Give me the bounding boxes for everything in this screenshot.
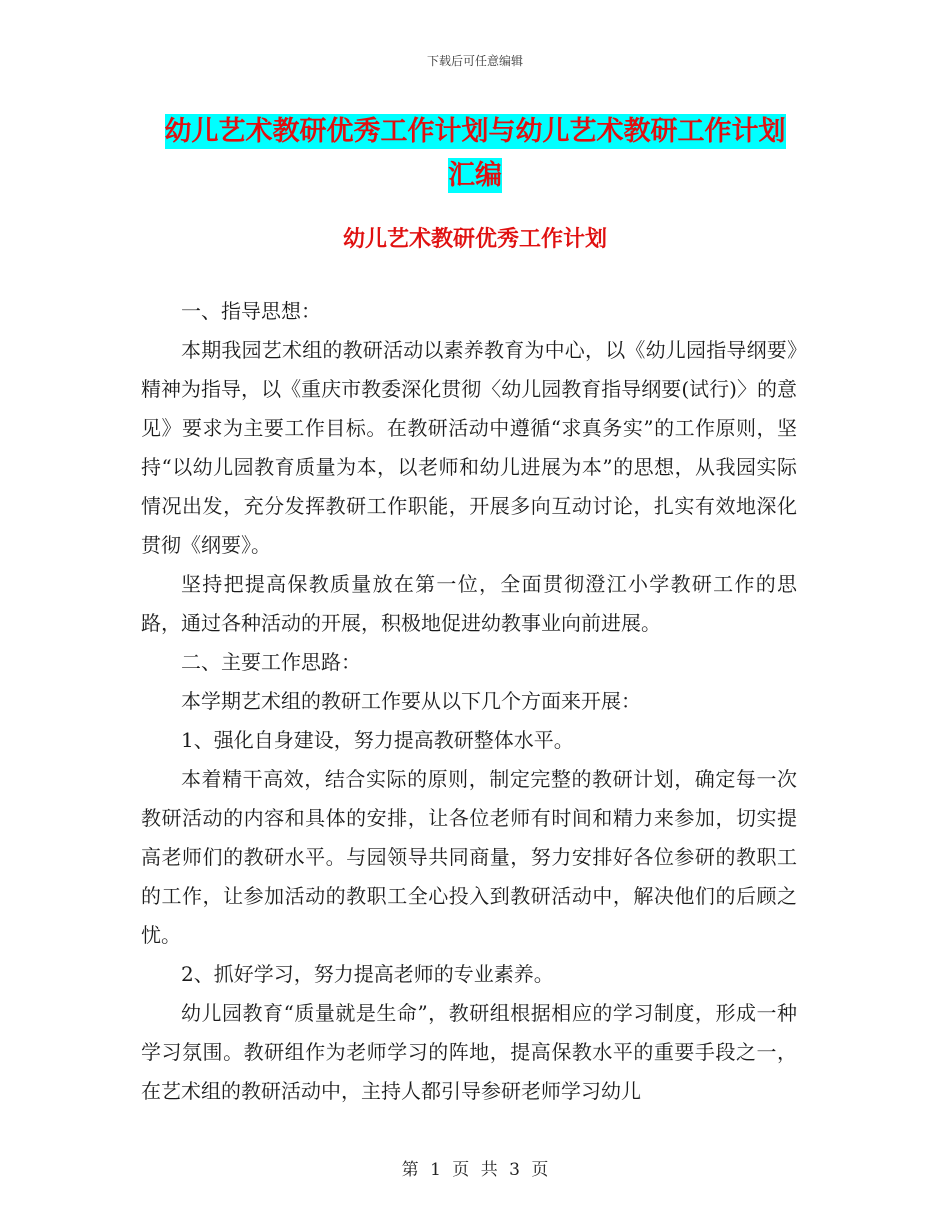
paragraph-subheading: 1、强化自身建设，努力提高教研整体水平。 bbox=[181, 728, 574, 752]
paragraph-heading-guiding-thought: 一、指导思想： bbox=[181, 299, 321, 323]
document-title-line2: 汇编 bbox=[448, 160, 502, 191]
document-body bbox=[141, 292, 797, 1111]
paragraph: 本学期艺术组的教研工作要从以下几个方面来开展： bbox=[181, 689, 641, 713]
section-title: 幼儿艺术教研优秀工作计划 bbox=[342, 227, 607, 252]
paragraph-subheading: 2、抓好学习，努力提高老师的专业素养。 bbox=[181, 962, 554, 986]
document-title-line1: 幼儿艺术教研优秀工作计划与幼儿艺术教研工作计划 bbox=[164, 116, 786, 147]
header-note: 下载后可任意编辑 bbox=[426, 54, 523, 68]
paragraph-heading-main-ideas: 二、主要工作思路： bbox=[181, 650, 361, 674]
document-title bbox=[140, 110, 810, 198]
paragraph: 幼儿园教育“质量就是生命”，教研组根据相应的学习制度，形成一种学习氛围。教研组作为老师学习的阵地，提高保教水平的重要手段之一，在艺术组的教研活动中，主持人都引导参研老师学习幼儿 bbox=[141, 1001, 797, 1103]
paragraph: 本着精干高效，结合实际的原则，制定完整的教研计划，确定每一次教研活动的内容和具体的安排，让各位老师有时间和精力来参加，切实提高老师们的教研水平。与园领导共同商量，努力安排好各位参研的教职工的工作，让参加活动的教职工全心投入到教研活动中，解决他们的后顾之忧。 bbox=[141, 767, 797, 947]
paragraph: 本期我园艺术组的教研活动以素养教育为中心，以《幼儿园指导纲要》精神为指导，以《重庆市教委深化贯彻〈幼儿园教育指导纲要(试行)〉的意见》要求为主要工作目标。在教研活动中遵循“求真务实”的工作原则，坚持“以幼儿园教育质量为本，以老师和幼儿进展为本”的思想，从我园实际情况出发，充分发挥教研工作职能，开展多向互动讨论，扎实有效地深化贯彻《纲要》。 bbox=[141, 338, 797, 557]
page-footer: 第 1 页 共 3 页 bbox=[401, 1160, 549, 1180]
paragraph: 坚持把提高保教质量放在第一位，全面贯彻澄江小学教研工作的思路，通过各种活动的开展，积极地促进幼教事业向前进展。 bbox=[141, 572, 797, 635]
